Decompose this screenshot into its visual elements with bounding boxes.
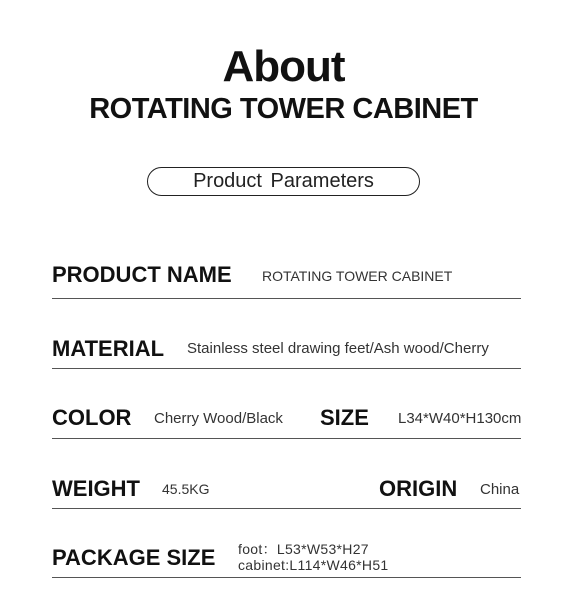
material-value: Stainless steel drawing feet/Ash wood/Cherry xyxy=(187,340,489,357)
weight-label: WEIGHT xyxy=(52,476,140,501)
param-row-product-name xyxy=(52,258,521,299)
size-label: SIZE xyxy=(320,405,369,430)
package-size-label: PACKAGE SIZE xyxy=(52,545,216,570)
color-label: COLOR xyxy=(52,405,132,430)
param-row-package-size xyxy=(52,536,521,578)
param-row-material xyxy=(52,328,521,369)
section-label-pill: Product Parameters xyxy=(147,167,420,196)
product-name-label: PRODUCT NAME xyxy=(52,262,232,287)
product-subtitle: ROTATING TOWER CABINET xyxy=(89,93,478,125)
material-label: MATERIAL xyxy=(52,336,165,361)
package-size-cabinet-value: cabinet:L114*W46*H51 xyxy=(238,557,389,573)
param-row-weight-origin xyxy=(52,468,521,509)
size-value: L34*W40*H130cm xyxy=(398,410,522,427)
page-title: About xyxy=(222,42,345,91)
param-row-color-size xyxy=(52,398,521,439)
origin-label: ORIGIN xyxy=(379,476,458,501)
weight-value: 45.5KG xyxy=(162,481,210,497)
color-value: Cherry Wood/Black xyxy=(154,410,283,427)
origin-value: China xyxy=(480,481,520,498)
product-name-value: ROTATING TOWER CABINET xyxy=(262,268,453,284)
package-size-foot-value: foot：L53*W53*H27 xyxy=(238,541,369,557)
